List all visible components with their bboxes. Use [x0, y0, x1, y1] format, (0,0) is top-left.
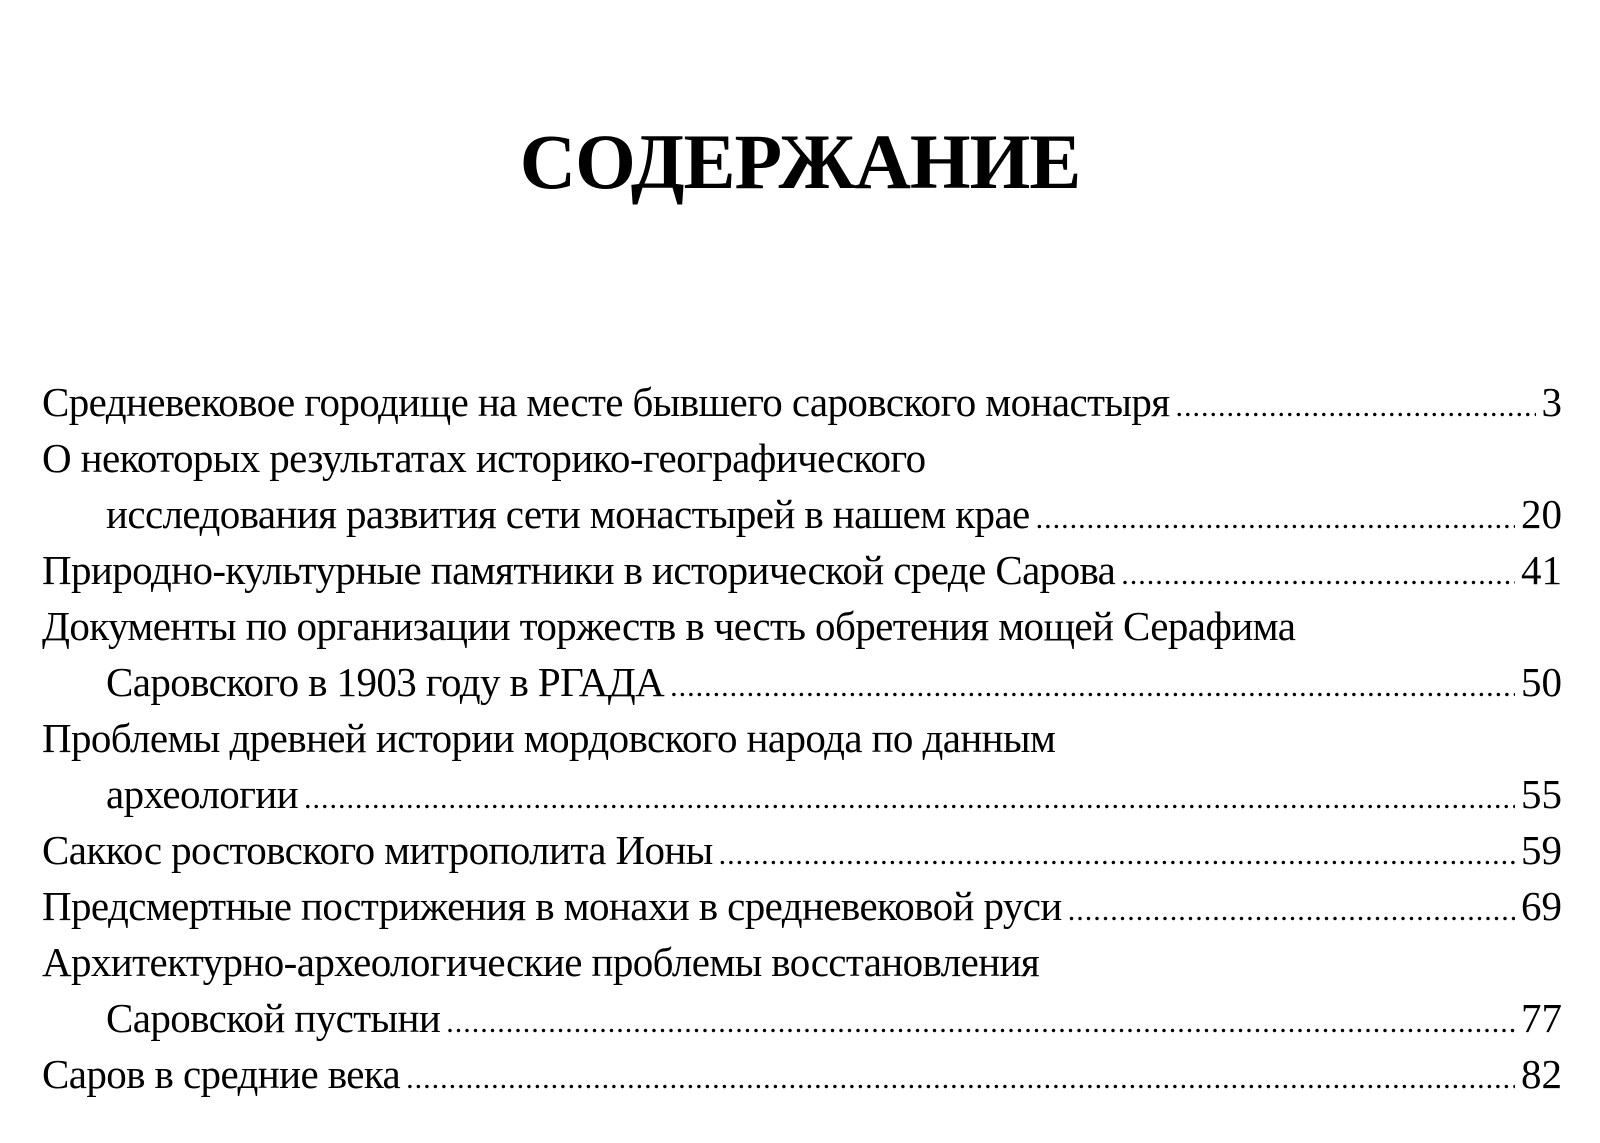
page-title: СОДЕРЖАНИЕ — [519, 118, 1081, 205]
toc-entry-title: О некоторых результатах историко-географического — [42, 435, 926, 481]
table-of-contents — [42, 374, 1562, 1102]
toc-entry[interactable] — [42, 1046, 1562, 1102]
dot-leader — [1036, 491, 1515, 547]
toc-entry-title: Саккос ростовского митрополита Ионы — [42, 827, 713, 873]
toc-page-number: 3 — [1541, 379, 1562, 425]
toc-entry[interactable] — [42, 598, 1562, 710]
dot-leader — [1068, 883, 1515, 939]
toc-entry-title-continued: археологии — [106, 771, 298, 817]
toc-entry-title: Архитектурно-археологические проблемы восстановления — [42, 939, 1040, 985]
toc-page-number: 59 — [1521, 827, 1562, 873]
toc-entry-title-continued: Саровской пустыни — [106, 995, 441, 1041]
toc-entry-title: Природно-культурные памятники в исторической среде Сарова — [42, 547, 1116, 593]
dot-leader — [1176, 379, 1536, 435]
toc-entry[interactable] — [42, 374, 1562, 430]
toc-page-number: 55 — [1521, 771, 1562, 817]
dot-leader — [670, 659, 1515, 715]
dot-leader — [719, 827, 1515, 883]
dot-leader — [446, 995, 1515, 1051]
toc-entry[interactable] — [42, 430, 1562, 542]
toc-page-number: 69 — [1521, 883, 1562, 929]
toc-page-number: 41 — [1521, 547, 1562, 593]
toc-page-number: 50 — [1521, 659, 1562, 705]
dot-leader — [406, 1051, 1515, 1107]
dot-leader — [304, 771, 1515, 827]
toc-page-number: 77 — [1521, 995, 1562, 1041]
toc-entry[interactable] — [42, 934, 1562, 1046]
toc-entry[interactable] — [42, 822, 1562, 878]
toc-entry-title: Документы по организации торжеств в честь обретения мощей Серафима — [42, 603, 1296, 649]
toc-entry[interactable] — [42, 542, 1562, 598]
dot-leader — [1121, 547, 1515, 603]
toc-entry-title-continued: Саровского в 1903 году в РГАДА — [106, 659, 665, 705]
toc-entry[interactable] — [42, 878, 1562, 934]
toc-entry[interactable] — [42, 710, 1562, 822]
toc-entry-title: Проблемы древней истории мордовского народа по данным — [42, 715, 1056, 761]
toc-entry-title-continued: исследования развития сети монастырей в нашем крае — [106, 491, 1030, 537]
toc-entry-title: Средневековое городище на месте бывшего саровского монастыря — [42, 379, 1170, 425]
toc-page-number: 20 — [1521, 491, 1562, 537]
toc-entry-title: Саров в средние века — [42, 1051, 401, 1097]
toc-entry-title: Предсмертные пострижения в монахи в средневековой руси — [42, 883, 1062, 929]
toc-page-number: 82 — [1521, 1051, 1562, 1097]
